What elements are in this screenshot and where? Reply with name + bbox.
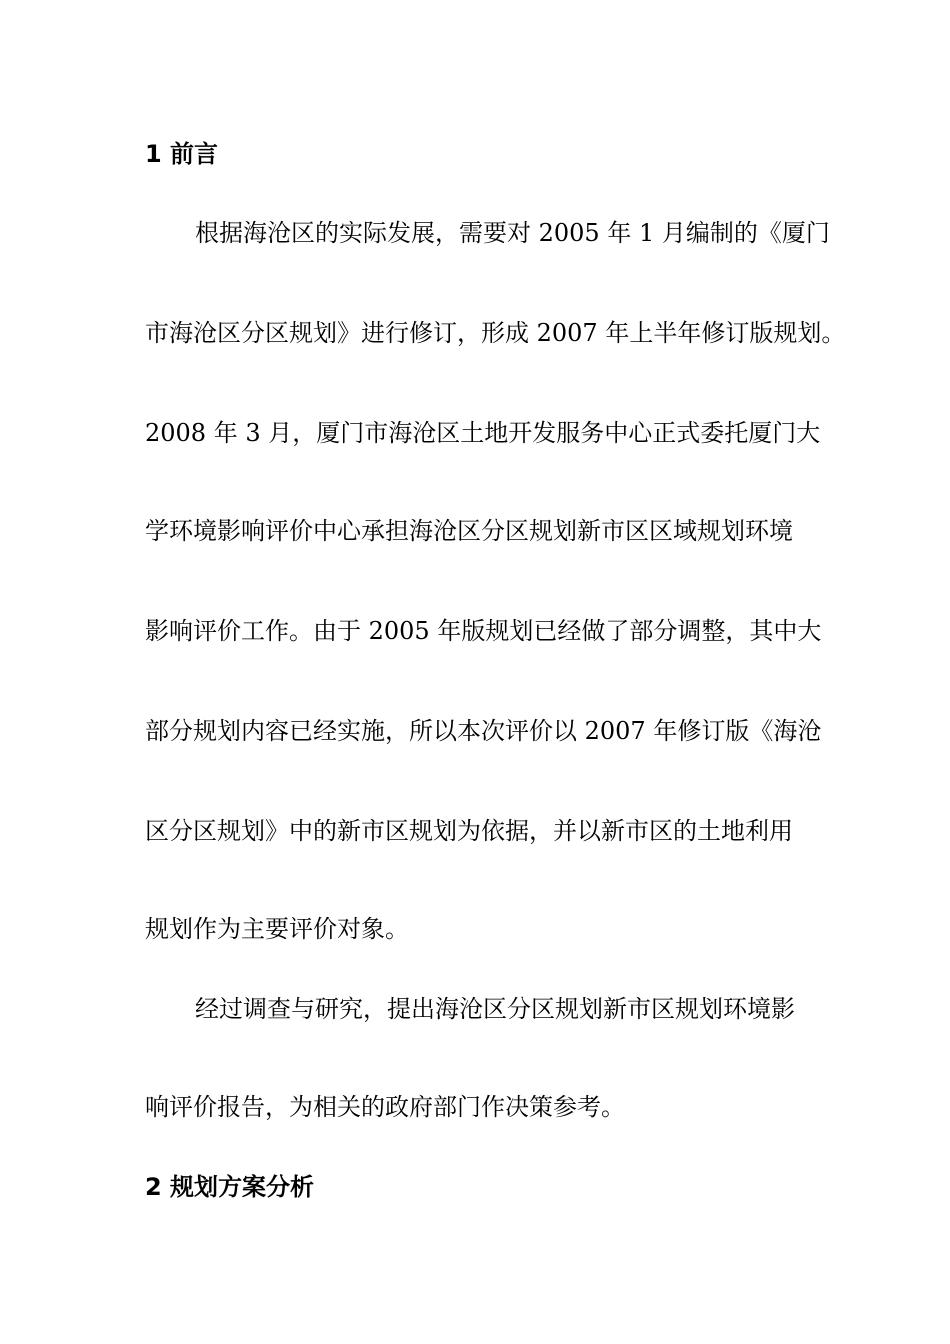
- paragraph-line: 根据海沧区的实际发展，需要对 2005 年 1 月编制的《厦门: [195, 219, 830, 247]
- paragraph-line: 市海沧区分区规划》进行修订，形成 2007 年上半年修订版规划。: [145, 319, 846, 347]
- section-heading-plan-analysis: 2 规划方案分析: [145, 1173, 315, 1201]
- paragraph-line: 区分区规划》中的新市区规划为依据，并以新市区的土地利用: [145, 817, 793, 845]
- paragraph-line: 响评价报告，为相关的政府部门作决策参考。: [145, 1093, 625, 1121]
- paragraph-line: 影响评价工作。由于 2005 年版规划已经做了部分调整，其中大: [145, 617, 822, 645]
- paragraph-line: 2008 年 3 月，厦门市海沧区土地开发服务中心正式委托厦门大: [145, 419, 821, 447]
- section-heading-preface: 1 前言: [145, 140, 219, 168]
- paragraph-line: 部分规划内容已经实施，所以本次评价以 2007 年修订版《海沧: [145, 717, 822, 745]
- paragraph-line: 学环境影响评价中心承担海沧区分区规划新市区区域规划环境: [145, 517, 793, 545]
- paragraph-line: 规划作为主要评价对象。: [145, 915, 409, 943]
- paragraph-line: 经过调查与研究，提出海沧区分区规划新市区规划环境影: [195, 995, 795, 1023]
